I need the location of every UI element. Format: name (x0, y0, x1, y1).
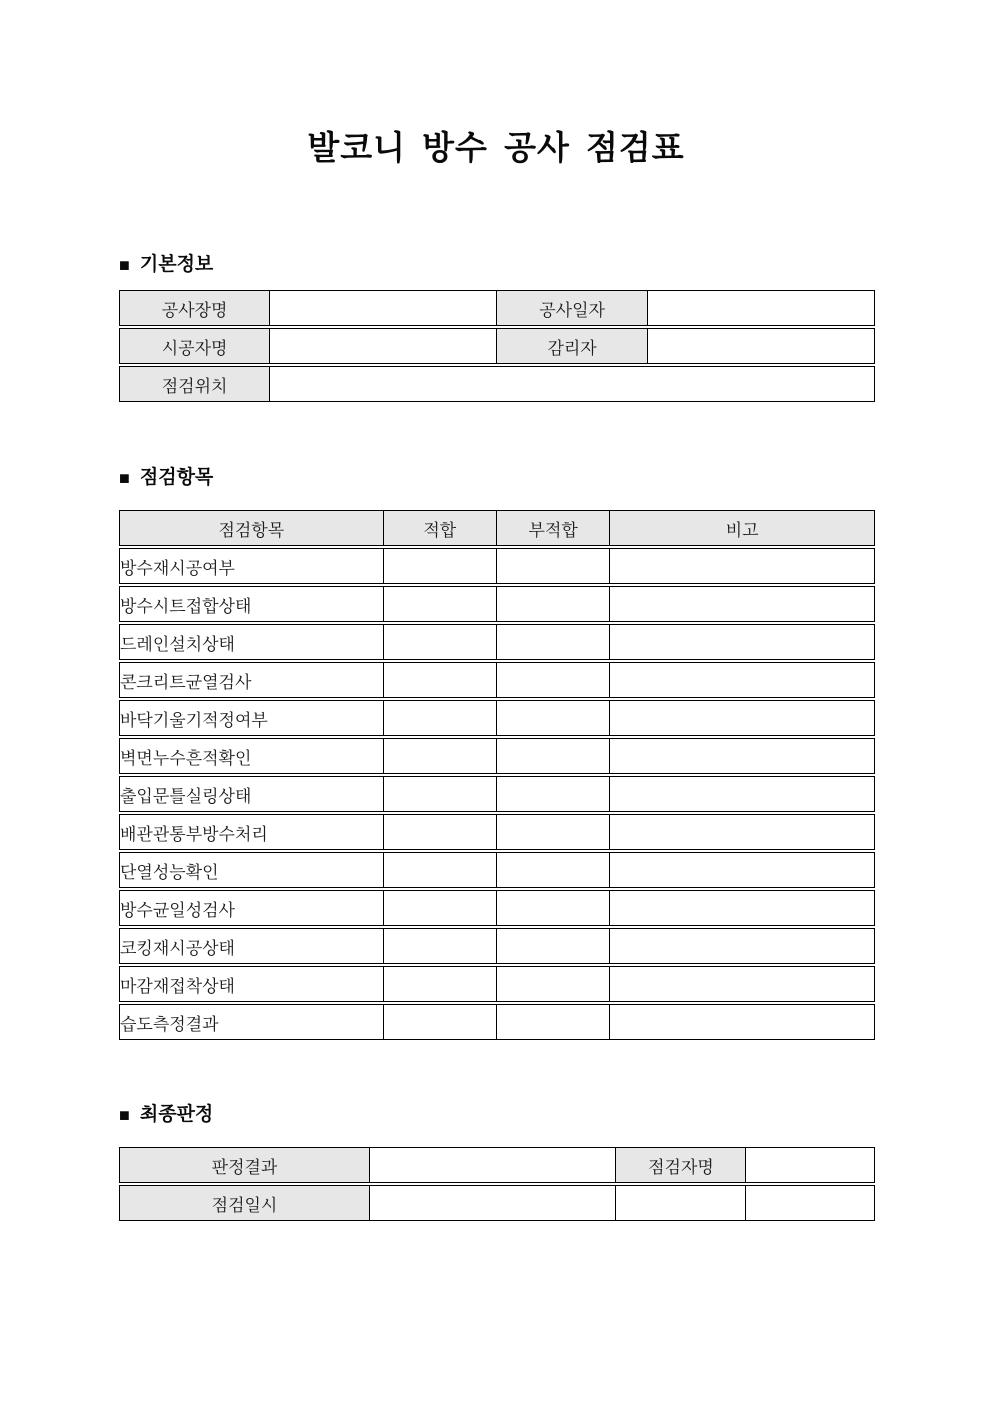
section-heading-checklist (119, 466, 875, 490)
column-header-remarks: 비고 (610, 510, 875, 546)
field-inspection-datetime-extra-1[interactable] (616, 1185, 746, 1221)
field-contractor-name[interactable] (270, 328, 497, 364)
checklist-row (119, 700, 875, 736)
checklist-pass-cell[interactable] (384, 966, 497, 1002)
checklist-fail-cell[interactable] (497, 852, 610, 888)
field-construction-site-name[interactable] (270, 290, 497, 326)
checklist-pass-cell[interactable] (384, 662, 497, 698)
field-inspection-datetime-extra-2[interactable] (746, 1185, 875, 1221)
checklist-fail-cell[interactable] (497, 928, 610, 964)
section-heading-basic-info-label: 기본정보 (139, 254, 214, 275)
section-bullet-icon: ■ (119, 255, 130, 275)
label-construction-site-name: 공사장명 (119, 290, 270, 326)
final-judgment-row-2 (119, 1185, 875, 1221)
field-inspection-datetime[interactable] (370, 1185, 616, 1221)
basic-info-table (119, 288, 875, 404)
checklist-fail-cell[interactable] (497, 548, 610, 584)
section-bullet-icon: ■ (119, 468, 130, 488)
checklist-remarks-cell[interactable] (610, 928, 875, 964)
column-header-fail: 부적합 (497, 510, 610, 546)
checklist-item-name: 방수재시공여부 (119, 548, 384, 584)
label-judgment-result: 판정결과 (119, 1147, 370, 1183)
checklist-item-name: 마감재접착상태 (119, 966, 384, 1002)
basic-info-row-1 (119, 290, 875, 326)
checklist-remarks-cell[interactable] (610, 890, 875, 926)
checklist-fail-cell[interactable] (497, 662, 610, 698)
section-bullet-icon: ■ (119, 1105, 130, 1125)
checklist-pass-cell[interactable] (384, 548, 497, 584)
checklist-item-name: 단열성능확인 (119, 852, 384, 888)
final-judgment-table (119, 1145, 875, 1223)
checklist-table (119, 508, 875, 1042)
checklist-pass-cell[interactable] (384, 624, 497, 660)
checklist-item-name: 방수균일성검사 (119, 890, 384, 926)
field-inspector-name[interactable] (746, 1147, 875, 1183)
checklist-remarks-cell[interactable] (610, 1004, 875, 1040)
checklist-pass-cell[interactable] (384, 928, 497, 964)
label-contractor-name: 시공자명 (119, 328, 270, 364)
checklist-remarks-cell[interactable] (610, 700, 875, 736)
field-inspection-location[interactable] (270, 366, 875, 402)
checklist-fail-cell[interactable] (497, 1004, 610, 1040)
checklist-row (119, 662, 875, 698)
checklist-pass-cell[interactable] (384, 814, 497, 850)
checklist-row (119, 814, 875, 850)
label-inspection-location: 점검위치 (119, 366, 270, 402)
section-heading-final-judgment-label: 최종판정 (139, 1104, 214, 1125)
checklist-fail-cell[interactable] (497, 776, 610, 812)
checklist-pass-cell[interactable] (384, 586, 497, 622)
checklist-pass-cell[interactable] (384, 738, 497, 774)
checklist-item-name: 코킹재시공상태 (119, 928, 384, 964)
checklist-fail-cell[interactable] (497, 966, 610, 1002)
checklist-row (119, 776, 875, 812)
checklist-remarks-cell[interactable] (610, 738, 875, 774)
label-supervisor: 감리자 (497, 328, 648, 364)
label-inspector-name: 점검자명 (616, 1147, 746, 1183)
checklist-remarks-cell[interactable] (610, 776, 875, 812)
basic-info-row-2 (119, 328, 875, 364)
checklist-pass-cell[interactable] (384, 776, 497, 812)
section-heading-basic-info (119, 253, 875, 277)
checklist-item-name: 드레인설치상태 (119, 624, 384, 660)
checklist-row (119, 966, 875, 1002)
checklist-fail-cell[interactable] (497, 890, 610, 926)
checklist-row (119, 1004, 875, 1040)
checklist-item-name: 방수시트접합상태 (119, 586, 384, 622)
document-title: 발코니 방수 공사 점검표 (307, 129, 685, 166)
checklist-row (119, 586, 875, 622)
checklist-remarks-cell[interactable] (610, 662, 875, 698)
field-construction-date[interactable] (648, 290, 875, 326)
checklist-header-row (119, 510, 875, 546)
checklist-fail-cell[interactable] (497, 700, 610, 736)
checklist-remarks-cell[interactable] (610, 624, 875, 660)
checklist-pass-cell[interactable] (384, 890, 497, 926)
column-header-item: 점검항목 (119, 510, 384, 546)
column-header-pass: 적합 (384, 510, 497, 546)
checklist-remarks-cell[interactable] (610, 966, 875, 1002)
checklist-pass-cell[interactable] (384, 852, 497, 888)
checklist-item-name: 배관관통부방수처리 (119, 814, 384, 850)
basic-info-row-3 (119, 366, 875, 402)
checklist-row (119, 738, 875, 774)
label-inspection-datetime: 점검일시 (119, 1185, 370, 1221)
field-judgment-result[interactable] (370, 1147, 616, 1183)
final-judgment-row-1 (119, 1147, 875, 1183)
checklist-item-name: 습도측정결과 (119, 1004, 384, 1040)
checklist-remarks-cell[interactable] (610, 586, 875, 622)
document-content (119, 253, 875, 1223)
checklist-row (119, 852, 875, 888)
checklist-remarks-cell[interactable] (610, 548, 875, 584)
section-heading-checklist-label: 점검항목 (139, 467, 214, 488)
checklist-pass-cell[interactable] (384, 1004, 497, 1040)
checklist-item-name: 바닥기울기적정여부 (119, 700, 384, 736)
checklist-item-name: 콘크리트균열검사 (119, 662, 384, 698)
checklist-item-name: 벽면누수흔적확인 (119, 738, 384, 774)
checklist-fail-cell[interactable] (497, 738, 610, 774)
checklist-fail-cell[interactable] (497, 624, 610, 660)
checklist-remarks-cell[interactable] (610, 814, 875, 850)
section-heading-final-judgment (119, 1103, 875, 1127)
checklist-remarks-cell[interactable] (610, 852, 875, 888)
checklist-fail-cell[interactable] (497, 586, 610, 622)
field-supervisor[interactable] (648, 328, 875, 364)
label-construction-date: 공사일자 (497, 290, 648, 326)
checklist-row (119, 624, 875, 660)
checklist-row (119, 890, 875, 926)
checklist-pass-cell[interactable] (384, 700, 497, 736)
checklist-item-name: 출입문틀실링상태 (119, 776, 384, 812)
checklist-row (119, 928, 875, 964)
checklist-fail-cell[interactable] (497, 814, 610, 850)
checklist-row (119, 548, 875, 584)
